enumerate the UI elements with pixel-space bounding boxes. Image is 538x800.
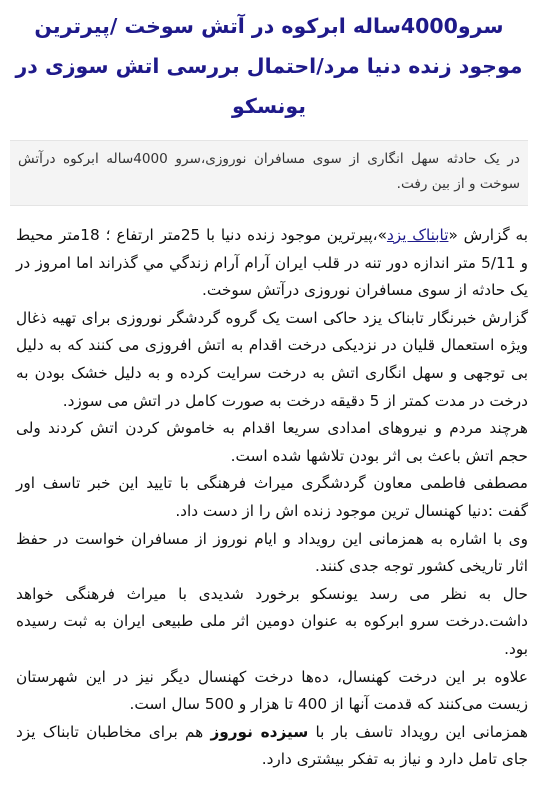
paragraph-5: وی با اشاره به همزمانی این رویداد و ایام نوروز از مسافران خواست در حفظ اثار تاریخی کشور توجه جدی کنند.: [16, 529, 528, 576]
paragraph-1: [16, 222, 528, 305]
article-body: [0, 222, 538, 774]
paragraph-4: مصطفی فاطمی معاون گردشگری میراث فرهنگی با تایید این خبر تاسف اور گفت :دنیا کهنسال ترین موجود زنده اش را از دست داد.: [16, 474, 528, 520]
paragraph-6: حال به نظر می رسد یونسکو برخورد شدیدی با میراث فرهنگی خواهد داشت.درخت سرو ابرکوه به عنوان دومین اثر ملی طبیعی ایران به ثبت رسیده بود.: [16, 584, 528, 658]
paragraph-8: [16, 719, 528, 774]
paragraph-8-lead: همزمانی این رویداد تاسف بار با: [308, 722, 528, 741]
paragraph-1-rest: »،پیرترین موجود زنده دنیا با 25متر ارتفاع ؛ 18متر محیط و 5/11 متر اندازه دور تنه در قلب ایران آرام آرام زندگي مي گذراند اما امروز در یک حادثه از سوی مسافران نوروزی درآتش سوخت.: [16, 226, 529, 300]
highlight-sizdah-nowruz: سیزده نوروز: [210, 722, 309, 741]
paragraph-1-lead: به گزارش «: [448, 226, 528, 244]
paragraph-2: گزارش خبرنگار تابناک یزد حاکی است یک گروه گردشگر نوروزی برای تهیه ذغال ویژه استعمال قلیان در نزدیکی درخت اقدام به اتش افروزی می کنند که به دلیل بی توجهی و سهل انگاری اتش به درخت سرایت کرده و به دلیل خشک بودن به درخت در مدت کمتر از 5 دقیقه درخت به صورت کامل در اتش می سوزد.: [16, 308, 528, 410]
paragraph-8-rest: هم برای مخاطبان تابناک یزد جای تامل دارد و نیاز به تفکر بیشتری دارد.: [16, 722, 528, 769]
article-title: سرو4000ساله ابرکوه در آتش سوخت /پیرترین موجود زنده دنیا مرد/احتمال بررسی اتش سوزی در یونسکو: [15, 14, 523, 118]
paragraph-7: علاوه بر این درخت کهنسال، ده‌ها درخت کهنسال دیگر نیز در این شهرستان زیست می‌کنند که قدمت آنها از 400 تا هزار و 500 سال است.: [16, 667, 528, 714]
article-summary: در یک حادثه سهل انگاری از سوی مسافران نوروزی،سرو 4000ساله ابرکوه درآتش سوخت و از بین رفت.: [10, 140, 528, 206]
paragraph-3: هرچند مردم و نیروهای امدادی سریعا اقدام به خاموش کردن اتش کردند ولی حجم اتش باعث بی اثر بودن تلاشها شده است.: [16, 419, 528, 465]
source-link[interactable]: تابناک یزد: [386, 226, 449, 244]
